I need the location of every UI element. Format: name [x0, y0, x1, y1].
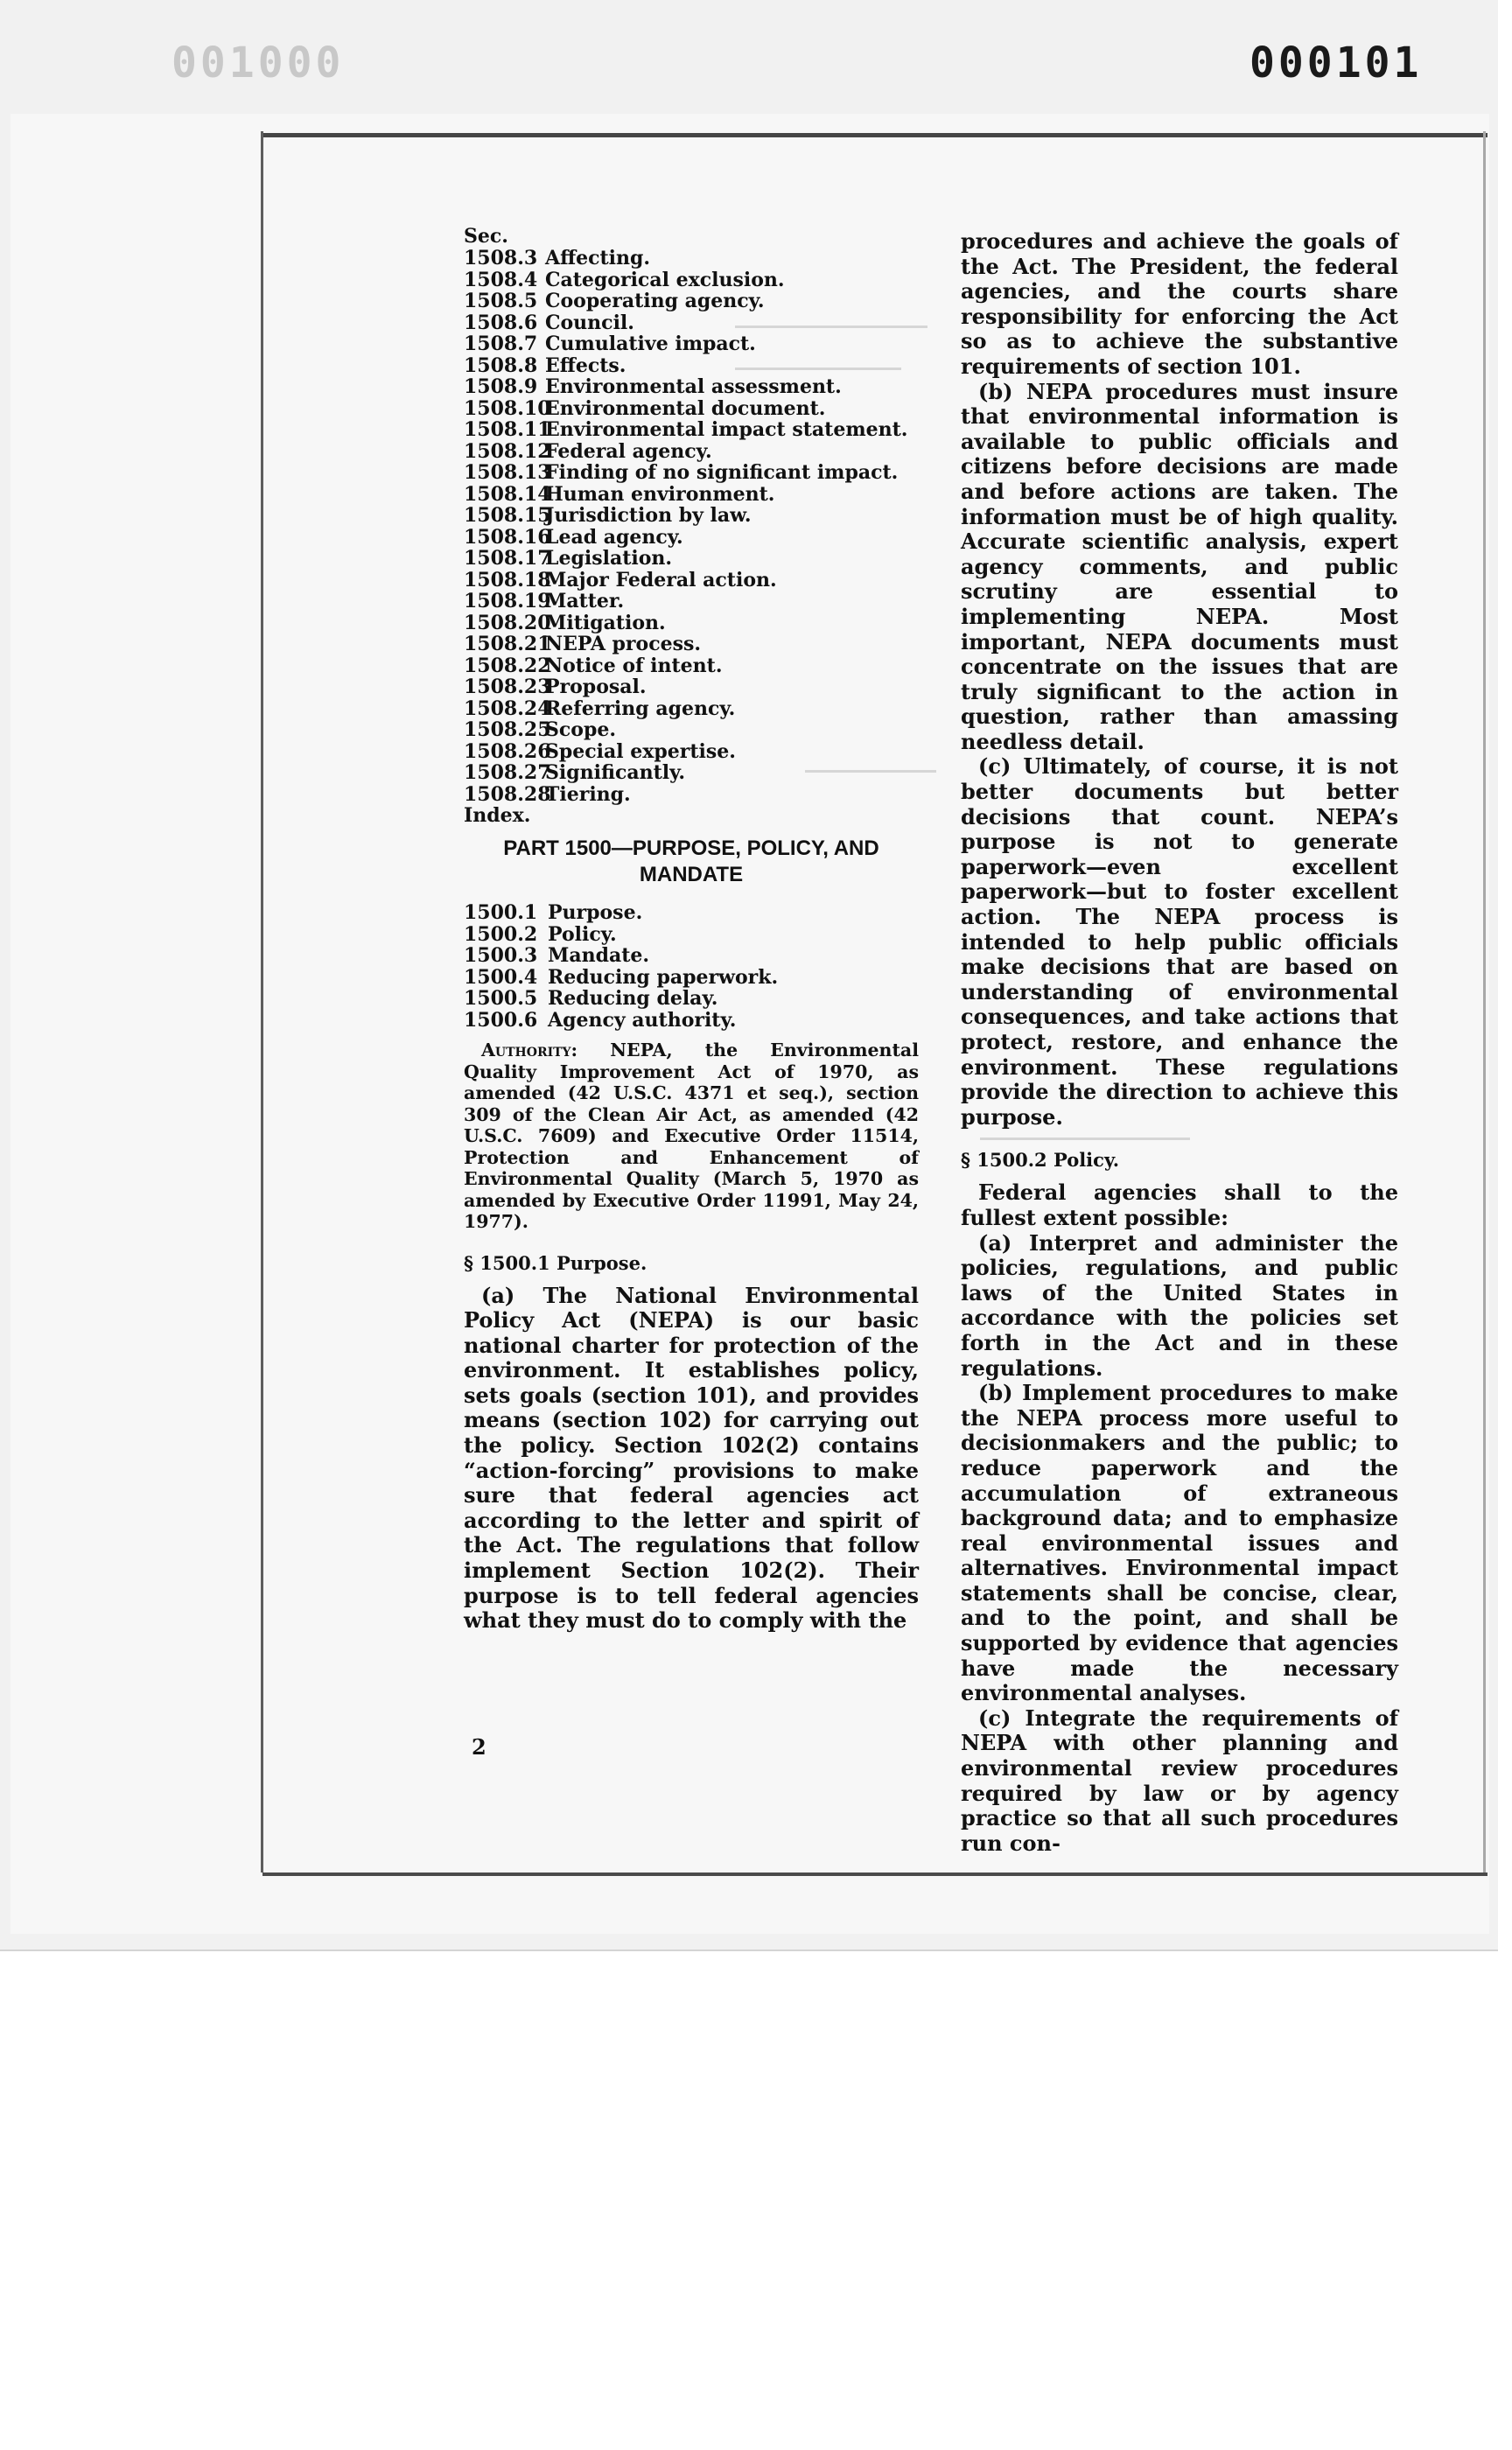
- right-column: [961, 229, 1398, 1856]
- toc-entry-title: Mitigation.: [545, 611, 666, 634]
- policy-intro: Federal agencies shall to the fullest extent possible:: [961, 1180, 1398, 1230]
- toc-entry: [464, 248, 919, 270]
- toc-entry-title: Significantly.: [545, 761, 686, 784]
- toc-entry-number: 1508.22: [464, 654, 551, 677]
- toc-entry: [464, 290, 919, 312]
- toc-entry-number: 1508.18: [464, 568, 551, 592]
- toc-entry: [464, 419, 919, 441]
- authority-paragraph: [464, 1040, 919, 1233]
- toc-entry-number: 1508.11: [464, 418, 551, 441]
- toc-entry: [464, 988, 919, 1010]
- toc-entry-number: 1508.21: [464, 633, 551, 655]
- page-edge-left: [261, 131, 263, 1872]
- sec-label: Sec.: [464, 225, 508, 248]
- toc-entry: [464, 741, 919, 763]
- toc-entry-number: 1508.16: [464, 525, 551, 549]
- toc-1508-list: [464, 248, 919, 805]
- toc-entry-title: Tiering.: [545, 782, 631, 806]
- toc-entry-title: Notice of intent.: [545, 654, 723, 677]
- toc-entry-number: 1508.9: [464, 375, 538, 398]
- toc-entry: [464, 398, 919, 420]
- toc-entry-title: Policy.: [548, 922, 617, 946]
- page-number: 2: [472, 1734, 486, 1760]
- toc-entry-title: Lead agency.: [545, 525, 683, 549]
- toc-entry: [464, 967, 919, 989]
- toc-entry-number: 1508.3: [464, 247, 538, 270]
- toc-entry: [464, 548, 919, 570]
- purpose-paragraph-a: (a) The National Environmental Policy Act (NEPA) is our basic national charter for protection of the environment. It establishes policy, sets goals (section 101), and provides means (section 102) for carrying out the policy. Section 102(2) contains “action-forcing” provisions to make sure that federal agencies act according to the letter and spirit of the Act. The regulations that follow implement Section 102(2). Their purpose is to tell federal agencies what they must do to comply with the: [464, 1282, 919, 1634]
- toc-entry-title: Environmental document.: [545, 396, 826, 420]
- toc-entry-title: Referring agency.: [545, 696, 736, 720]
- left-column: [464, 226, 919, 1634]
- toc-entry-number: 1508.15: [464, 504, 551, 527]
- toc-entry: [464, 634, 919, 655]
- toc-entry-number: 1500.2: [464, 922, 538, 946]
- document-number: 000101: [1250, 38, 1423, 88]
- toc-entry-title: Jurisdiction by law.: [545, 504, 752, 527]
- toc-entry-number: 1500.6: [464, 1008, 538, 1032]
- purpose-paragraph-continued: procedures and achieve the goals of the Act. The President, the federal agencies, and the courts share responsibility for enforcing the Act so as to achieve the substantive requirements of section 101.: [961, 228, 1398, 379]
- toc-entry-number: 1500.1: [464, 901, 538, 924]
- toc-entry: [464, 333, 919, 355]
- toc-entry-number: 1508.12: [464, 439, 551, 463]
- toc-entry-number: 1508.10: [464, 396, 551, 420]
- toc-entry-number: 1500.4: [464, 965, 538, 989]
- toc-entry-number: 1508.7: [464, 332, 538, 355]
- toc-entry-number: 1508.20: [464, 611, 551, 634]
- section-heading-1500-2: § 1500.2 Policy.: [961, 1149, 1120, 1172]
- toc-entry: [464, 312, 919, 334]
- toc-entry-number: 1508.27: [464, 761, 551, 784]
- policy-paragraph-b: (b) Implement procedures to make the NEPA process more useful to decisionmakers and the public; to reduce paperwork and the accumulation of extraneous background data; and to emphasize real environmental issues and alternatives. Environmental impact statements shall be concise, clear, and to the point, and shall be supported by evidence that agencies have made the necessary environmental analyses.: [961, 1380, 1398, 1706]
- toc-entry: [464, 655, 919, 677]
- document-number-faint: 001000: [172, 38, 345, 88]
- policy-paragraph-c: (c) Integrate the requirements of NEPA with other planning and environmental review procedures required by law or by agency practice so that all such procedures run con-: [961, 1704, 1398, 1856]
- toc-entry-title: Scope.: [545, 718, 616, 741]
- toc-entry: [464, 1010, 919, 1032]
- toc-entry: [464, 945, 919, 967]
- authority-label: Authority:: [481, 1040, 578, 1060]
- index-label: Index.: [464, 804, 531, 827]
- toc-entry: [464, 270, 919, 291]
- toc-entry: [464, 527, 919, 549]
- toc-entry-title: Finding of no significant impact.: [545, 461, 899, 484]
- purpose-paragraph-c: (c) Ultimately, of course, it is not better documents but better decisions that count. NEPA’s purpose is not to generate paperwork—even excellent paperwork—but to foster excellent action. The NEPA process is intended to help public officials make decisions that are based on understanding of environmental consequences, and take actions that protect, restore, and enhance the environment. These regulations provide the direction to achieve this purpose.: [961, 753, 1398, 1130]
- toc-entry-title: Environmental assessment.: [545, 375, 842, 398]
- toc-entry-number: 1508.13: [464, 461, 551, 484]
- toc-entry-title: Proposal.: [545, 676, 647, 698]
- toc-entry-title: Affecting.: [545, 247, 651, 270]
- toc-entry-title: Matter.: [545, 590, 625, 612]
- toc-entry-number: 1500.5: [464, 987, 538, 1010]
- purpose-paragraph-b: (b) NEPA procedures must insure that environmental information is available to public officials and citizens before decisions are made and before actions are taken. The information must be of high quality. Accurate scientific analysis, expert agency comments, and public scrutiny are essential to implementing NEPA. Most important, NEPA documents must concentrate on the issues that are truly significant to the action in question, rather than amassing needless detail.: [961, 378, 1398, 754]
- toc-entry-title: Legislation.: [545, 547, 673, 570]
- toc-entry-number: 1508.25: [464, 718, 551, 741]
- toc-entry: [464, 570, 919, 592]
- toc-entry: [464, 612, 919, 634]
- part-title: PART 1500—PURPOSE, POLICY, AND MANDATE: [503, 836, 879, 886]
- toc-entry: [464, 355, 919, 377]
- toc-entry: [464, 462, 919, 484]
- toc-entry-number: 1508.14: [464, 482, 551, 506]
- toc-entry-number: 1508.19: [464, 590, 551, 612]
- toc-entry: [464, 505, 919, 527]
- toc-entry: [464, 698, 919, 720]
- toc-entry-title: Federal agency.: [545, 439, 712, 463]
- toc-entry: [464, 676, 919, 698]
- toc-entry: [464, 719, 919, 741]
- toc-entry-title: Major Federal action.: [545, 568, 777, 592]
- toc-entry-number: 1508.23: [464, 676, 551, 698]
- page-edge-top: [262, 133, 1488, 137]
- policy-paragraph-a: (a) Interpret and administer the policies, regulations, and public laws of the United States in accordance with the policies set forth in the Act and in these regulations.: [961, 1229, 1398, 1381]
- toc-entry-title: Council.: [545, 311, 634, 334]
- toc-entry-title: Agency authority.: [548, 1008, 737, 1032]
- toc-entry-title: Cooperating agency.: [545, 290, 765, 312]
- toc-entry-title: NEPA process.: [545, 633, 702, 655]
- toc-entry: [464, 924, 919, 946]
- page-edge-right: [1483, 131, 1486, 1872]
- toc-entry-title: Human environment.: [545, 482, 775, 506]
- toc-entry-number: 1508.6: [464, 311, 538, 334]
- toc-entry: [464, 784, 919, 806]
- toc-entry-number: 1508.17: [464, 547, 551, 570]
- toc-1500-list: [464, 902, 919, 1031]
- toc-entry-number: 1508.28: [464, 782, 551, 806]
- toc-entry-title: Purpose.: [548, 901, 643, 924]
- toc-entry-title: Environmental impact statement.: [545, 418, 908, 441]
- toc-entry-title: Reducing paperwork.: [548, 965, 779, 989]
- toc-entry-title: Effects.: [545, 354, 626, 377]
- toc-entry-title: Reducing delay.: [548, 987, 718, 1010]
- toc-entry-title: Special expertise.: [545, 739, 736, 763]
- toc-entry-title: Cumulative impact.: [545, 332, 756, 355]
- toc-entry-title: Categorical exclusion.: [545, 268, 785, 291]
- toc-entry-number: 1508.24: [464, 696, 551, 720]
- authority-text: NEPA, the Environmental Quality Improvement Act of 1970, as amended (42 U.S.C. 4371 et seq.), section 309 of the Clean Air Act, as amended (42 U.S.C. 7609) and Executive Order 11514, Protection and Enhancement of Environmental Quality (March 5, 1970 as amended by Executive Order 11991, May 24, 1977).: [464, 1040, 920, 1232]
- section-heading-1500-1: § 1500.1 Purpose.: [464, 1251, 648, 1274]
- page-edge-bottom: [262, 1872, 1488, 1876]
- toc-entry: [464, 591, 919, 612]
- toc-entry: [464, 376, 919, 398]
- toc-entry: [464, 484, 919, 506]
- toc-entry: [464, 441, 919, 463]
- toc-entry-number: 1508.26: [464, 739, 551, 763]
- toc-entry-number: 1508.5: [464, 290, 538, 312]
- toc-entry-number: 1500.3: [464, 944, 538, 967]
- toc-entry-title: Mandate.: [548, 944, 650, 967]
- toc-entry-number: 1508.8: [464, 354, 538, 377]
- toc-entry-number: 1508.4: [464, 268, 538, 291]
- toc-entry: [464, 762, 919, 784]
- toc-entry: [464, 902, 919, 924]
